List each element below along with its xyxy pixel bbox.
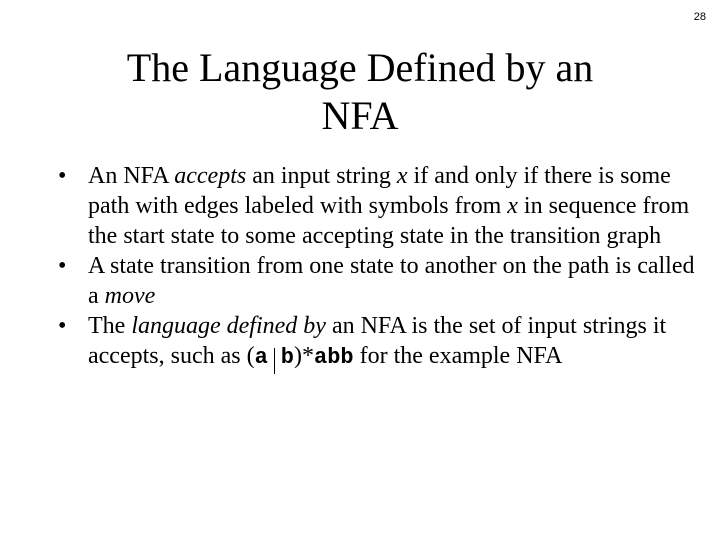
slide-title [60,44,660,140]
bullet-marker: • [58,313,67,339]
bullet-text-segment: The [88,313,132,339]
bullet-text [88,313,666,369]
alternation-bar [274,348,275,374]
bullet-marker: • [58,163,67,189]
bullet-text-segment: an NFA is the set of input strings it accepts, such as ( [88,313,667,369]
code-symbol-b: b [280,345,294,370]
bullet-text-segment: for the example NFA [353,343,563,369]
emphasis-accepts: accepts [174,163,247,189]
bullet-list [58,161,698,376]
emphasis-language-defined-by: language defined by [131,313,326,339]
bullet-text-segment: )* [294,343,314,369]
bullet-text-segment: in sequence from the start state to some accepting state in the transition graph [88,193,690,249]
emphasis-variable-x: x [507,193,518,219]
bullet-item-accepts [58,161,698,251]
title-line-2: NFA [321,93,399,138]
code-symbol-a: a [254,345,268,370]
bullet-text [88,163,689,249]
bullet-item-language [58,311,698,376]
bullet-text-segment: if and only if there is some path with edges labeled with symbols from [88,163,671,219]
emphasis-variable-x: x [396,163,408,189]
bullet-text [88,253,695,309]
code-string-abb: abb [314,345,354,370]
bullet-marker: • [58,253,67,279]
title-line-1: The Language Defined by an [126,45,594,90]
bullet-text-segment: An NFA [88,163,175,189]
bullet-item-move [58,251,698,311]
page-number: 28 [693,11,706,23]
bullet-text-segment: A state transition from one state to another on the path is called a [88,253,695,309]
bullet-text-segment: an input string [246,163,397,189]
emphasis-move: move [104,283,156,309]
